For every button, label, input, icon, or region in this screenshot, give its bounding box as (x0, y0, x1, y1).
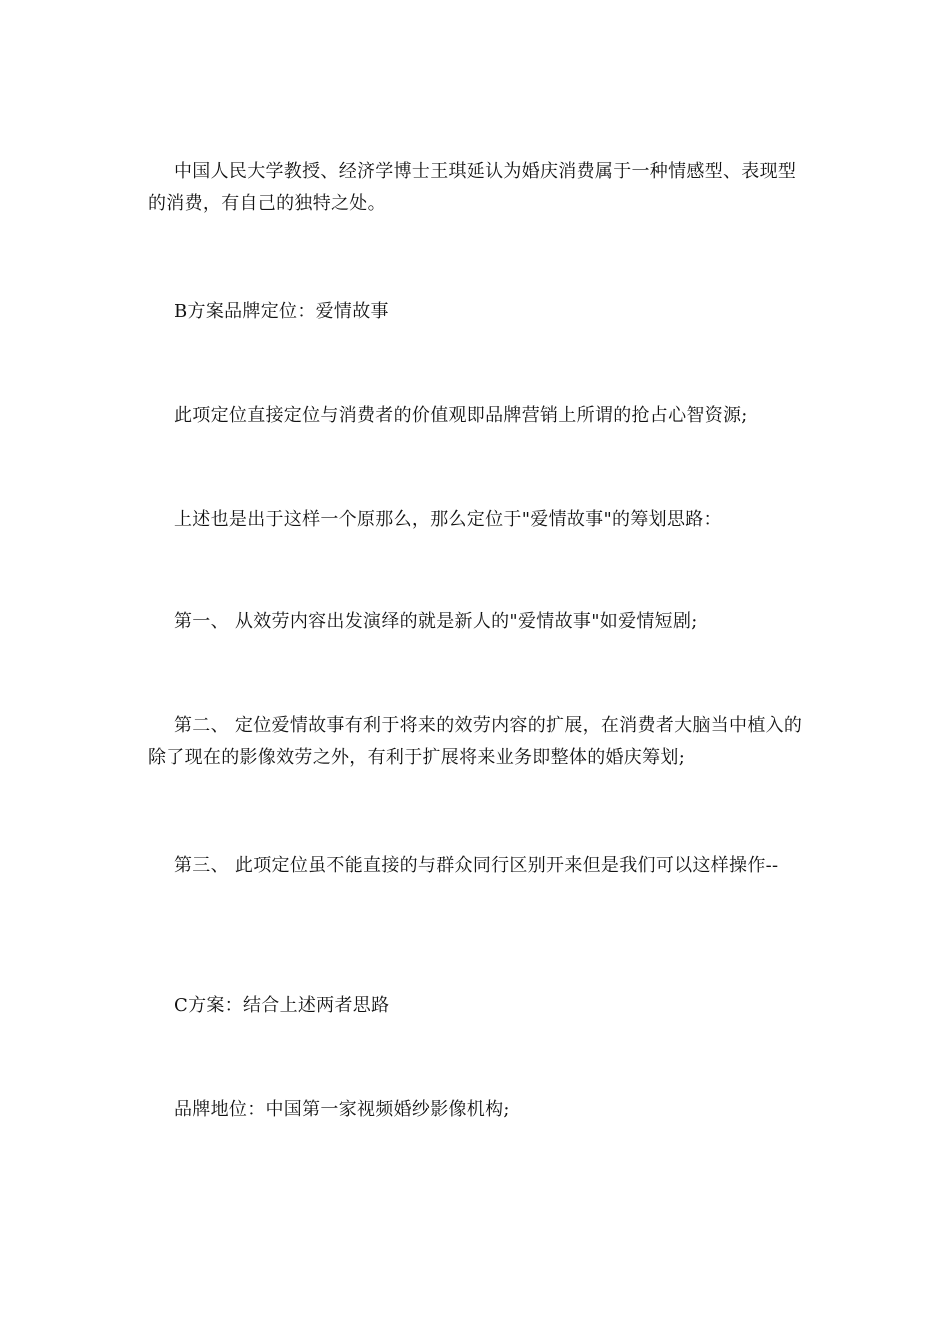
list-item-first: 第一、 从效劳内容出发演绎的就是新人的"爱情故事"如爱情短剧; (174, 611, 698, 632)
list-item-third: 第三、 此项定位虽不能直接的与群众同行区别开来但是我们可以这样操作-- (174, 855, 779, 876)
paragraph-expert-opinion: 中国人民大学教授、经济学博士王琪延认为婚庆消费属于一种情感型、表现型的消费，有自己的独特之处。 (148, 161, 797, 214)
heading-plan-c: C方案：结合上述两者思路 (174, 995, 390, 1016)
list-item-second: 第二、 定位爱情故事有利于将来的效劳内容的扩展，在消费者大脑当中植入的除了现在的影像效劳之外，有利于扩展将来业务即整体的婚庆筹划; (148, 715, 803, 768)
paragraph-planning-idea: 上述也是出于这样一个原那么，那么定位于"爱情故事"的筹划思路： (174, 509, 722, 530)
paragraph-positioning-values: 此项定位直接定位与消费者的价值观即品牌营销上所谓的抢占心智资源; (174, 405, 748, 426)
heading-plan-b: B方案品牌定位：爱情故事 (174, 301, 389, 322)
paragraph-brand-status: 品牌地位：中国第一家视频婚纱影像机构; (174, 1099, 510, 1120)
